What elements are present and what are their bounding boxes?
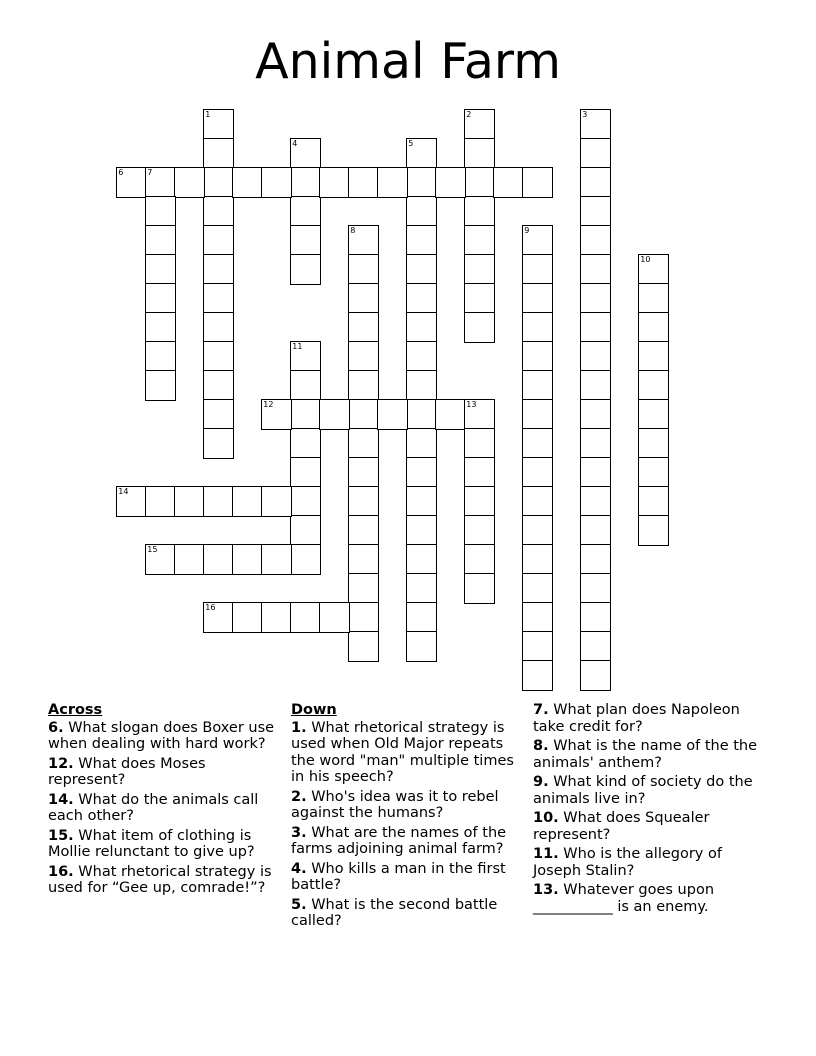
grid-cell[interactable]	[406, 283, 437, 314]
grid-cell[interactable]	[145, 370, 176, 401]
clue-text: Who is the allegory of Joseph Stalin?	[533, 846, 722, 879]
grid-cell[interactable]	[522, 254, 553, 285]
clue-number: 5.	[291, 896, 307, 913]
cell-number: 4	[292, 139, 298, 149]
clue-text: What rhetorical strategy is used for “Gee up, comrade!”?	[48, 863, 272, 896]
across-heading: Across	[48, 702, 103, 718]
grid-cell[interactable]	[522, 544, 553, 575]
grid-cell[interactable]	[406, 486, 437, 517]
grid-cell[interactable]	[290, 602, 321, 633]
grid-cell[interactable]	[522, 457, 553, 488]
grid-cell[interactable]	[406, 225, 437, 256]
clues-down-continued-column	[533, 702, 768, 918]
grid-cell[interactable]	[522, 399, 553, 430]
grid-cell[interactable]	[464, 573, 495, 604]
clue-down-11	[533, 846, 768, 879]
clue-number: 13.	[533, 882, 559, 898]
grid-cell[interactable]	[116, 167, 147, 198]
grid-cell[interactable]	[580, 196, 611, 227]
grid-cell[interactable]	[290, 544, 321, 575]
grid-cell[interactable]	[406, 631, 437, 662]
grid-cell[interactable]	[580, 399, 611, 430]
clue-number: 11.	[533, 846, 559, 862]
grid-cell[interactable]	[580, 254, 611, 285]
cell-number: 1	[205, 110, 211, 120]
clue-text: What item of clothing is Mollie relunctant to give up?	[48, 827, 255, 860]
grid-cell[interactable]	[435, 399, 466, 430]
grid-cell[interactable]	[319, 399, 350, 430]
grid-cell[interactable]	[261, 602, 292, 633]
grid-cell[interactable]	[406, 196, 437, 227]
clue-down-8	[533, 738, 768, 771]
clue-across-6	[48, 720, 278, 753]
grid-cell[interactable]	[145, 283, 176, 314]
grid-cell[interactable]	[406, 312, 437, 343]
grid-cell[interactable]	[580, 573, 611, 604]
grid-cell[interactable]	[377, 167, 408, 198]
grid-cell[interactable]	[522, 283, 553, 314]
grid-cell[interactable]	[290, 457, 321, 488]
grid-cell[interactable]	[464, 486, 495, 517]
grid-cell[interactable]	[580, 486, 611, 517]
grid-cell[interactable]	[406, 370, 437, 401]
grid-cell[interactable]	[406, 428, 437, 459]
grid-cell[interactable]	[464, 312, 495, 343]
clue-number: 4.	[291, 860, 307, 877]
grid-cell[interactable]	[638, 457, 669, 488]
grid-cell[interactable]	[203, 283, 234, 314]
grid-cell[interactable]	[174, 544, 205, 575]
grid-cell[interactable]	[290, 399, 321, 430]
grid-cell[interactable]	[145, 544, 176, 575]
grid-cell[interactable]	[348, 515, 379, 546]
cell-number: 16	[205, 603, 216, 613]
clue-down-13	[533, 882, 768, 915]
grid-cell[interactable]	[377, 399, 408, 430]
grid-cell[interactable]	[203, 602, 234, 633]
grid-cell[interactable]	[290, 486, 321, 517]
clue-down-4	[291, 861, 523, 894]
clue-text: What does Squealer represent?	[533, 810, 710, 843]
grid-cell[interactable]	[348, 573, 379, 604]
clues-across-column	[48, 700, 278, 900]
clues-down-column	[291, 700, 523, 933]
clue-text: Who kills a man in the first battle?	[291, 860, 506, 893]
grid-cell[interactable]	[464, 196, 495, 227]
grid-cell[interactable]	[203, 428, 234, 459]
grid-cell[interactable]	[203, 544, 234, 575]
grid-cell[interactable]	[580, 370, 611, 401]
grid-cell[interactable]	[203, 370, 234, 401]
cell-number: 6	[118, 168, 124, 178]
grid-cell[interactable]	[406, 138, 437, 169]
grid-cell[interactable]	[638, 428, 669, 459]
grid-cell[interactable]	[145, 312, 176, 343]
grid-cell[interactable]	[348, 312, 379, 343]
clue-number: 12.	[48, 755, 74, 772]
grid-cell[interactable]	[348, 370, 379, 401]
grid-cell[interactable]	[203, 109, 234, 140]
grid-cell[interactable]	[203, 225, 234, 256]
grid-cell[interactable]	[580, 341, 611, 372]
grid-cell[interactable]	[580, 602, 611, 633]
grid-cell[interactable]	[348, 341, 379, 372]
cell-number: 5	[408, 139, 414, 149]
clue-down-10	[533, 810, 768, 843]
grid-cell[interactable]	[348, 457, 379, 488]
grid-cell[interactable]	[464, 399, 495, 430]
grid-cell[interactable]	[464, 167, 495, 198]
grid-cell[interactable]	[406, 341, 437, 372]
grid-cell[interactable]	[464, 515, 495, 546]
clue-number: 2.	[291, 788, 307, 805]
clue-text: What is the name of the the animals' anthem?	[533, 738, 758, 771]
grid-cell[interactable]	[522, 370, 553, 401]
grid-cell[interactable]	[406, 399, 437, 430]
cell-number: 9	[524, 226, 530, 236]
clue-down-5	[291, 897, 523, 930]
clue-down-3	[291, 825, 523, 858]
grid-cell[interactable]	[580, 457, 611, 488]
grid-cell[interactable]	[522, 631, 553, 662]
grid-cell[interactable]	[580, 109, 611, 140]
cell-number: 10	[640, 255, 651, 265]
grid-cell[interactable]	[580, 283, 611, 314]
grid-cell[interactable]	[638, 312, 669, 343]
grid-cell[interactable]	[145, 196, 176, 227]
grid-cell[interactable]	[522, 660, 553, 691]
grid-cell[interactable]	[145, 254, 176, 285]
grid-cell[interactable]	[145, 225, 176, 256]
clue-text: What slogan does Boxer use when dealing with hard work?	[48, 719, 275, 752]
grid-cell[interactable]	[638, 399, 669, 430]
clue-text: What are the names of the farms adjoining animal farm?	[291, 824, 507, 857]
grid-cell[interactable]	[580, 312, 611, 343]
grid-cell[interactable]	[406, 515, 437, 546]
grid-cell[interactable]	[145, 341, 176, 372]
grid-cell[interactable]	[464, 428, 495, 459]
grid-cell[interactable]	[319, 167, 350, 198]
grid-cell[interactable]	[290, 167, 321, 198]
grid-cell[interactable]	[290, 225, 321, 256]
grid-cell[interactable]	[145, 167, 176, 198]
grid-cell[interactable]	[580, 225, 611, 256]
grid-cell[interactable]	[203, 486, 234, 517]
clue-down-2	[291, 789, 523, 822]
grid-cell[interactable]	[406, 254, 437, 285]
grid-cell[interactable]	[638, 341, 669, 372]
clue-number: 1.	[291, 719, 307, 736]
cell-number: 8	[350, 226, 356, 236]
grid-cell[interactable]	[261, 544, 292, 575]
grid-cell[interactable]	[580, 631, 611, 662]
grid-cell[interactable]	[203, 312, 234, 343]
grid-cell[interactable]	[348, 486, 379, 517]
grid-cell[interactable]	[348, 254, 379, 285]
crossword-grid	[117, 110, 670, 692]
grid-cell[interactable]	[522, 428, 553, 459]
clue-number: 14.	[48, 791, 74, 808]
grid-cell[interactable]	[580, 428, 611, 459]
grid-cell[interactable]	[232, 486, 263, 517]
grid-cell[interactable]	[522, 486, 553, 517]
grid-cell[interactable]	[261, 399, 292, 430]
grid-cell[interactable]	[348, 167, 379, 198]
grid-cell[interactable]	[203, 138, 234, 169]
grid-cell[interactable]	[580, 167, 611, 198]
grid-cell[interactable]	[203, 341, 234, 372]
puzzle-title: Animal Farm	[255, 33, 561, 90]
cell-number: 11	[292, 342, 303, 352]
grid-cell[interactable]	[348, 283, 379, 314]
cell-number: 3	[582, 110, 588, 120]
grid-cell[interactable]	[638, 370, 669, 401]
grid-cell[interactable]	[406, 457, 437, 488]
clue-number: 16.	[48, 863, 74, 880]
grid-cell[interactable]	[174, 167, 205, 198]
clue-down-7	[533, 702, 768, 735]
grid-cell[interactable]	[203, 196, 234, 227]
grid-cell[interactable]	[580, 138, 611, 169]
grid-cell[interactable]	[348, 428, 379, 459]
grid-cell[interactable]	[522, 341, 553, 372]
clue-across-16	[48, 864, 278, 897]
grid-cell[interactable]	[290, 341, 321, 372]
grid-cell[interactable]	[232, 602, 263, 633]
clue-number: 8.	[533, 738, 549, 754]
cell-number: 7	[147, 168, 153, 178]
grid-cell[interactable]	[435, 167, 466, 198]
grid-cell[interactable]	[203, 254, 234, 285]
clue-number: 3.	[291, 824, 307, 841]
clue-text: What do the animals call each other?	[48, 791, 259, 824]
clue-text: What does Moses represent?	[48, 755, 206, 788]
grid-cell[interactable]	[522, 515, 553, 546]
grid-cell[interactable]	[464, 109, 495, 140]
grid-cell[interactable]	[464, 283, 495, 314]
clue-down-1	[291, 720, 523, 786]
grid-cell[interactable]	[290, 138, 321, 169]
grid-cell[interactable]	[638, 515, 669, 546]
grid-cell[interactable]	[406, 544, 437, 575]
grid-cell[interactable]	[232, 544, 263, 575]
clue-down-9	[533, 774, 768, 807]
grid-cell[interactable]	[406, 167, 437, 198]
grid-cell[interactable]	[464, 254, 495, 285]
grid-cell[interactable]	[522, 573, 553, 604]
cell-number: 13	[466, 400, 477, 410]
clue-across-12	[48, 756, 278, 789]
clue-text: What plan does Napoleon take credit for?	[533, 702, 740, 735]
grid-cell[interactable]	[406, 573, 437, 604]
grid-cell[interactable]	[232, 167, 263, 198]
grid-cell[interactable]	[145, 486, 176, 517]
grid-cell[interactable]	[522, 312, 553, 343]
grid-cell[interactable]	[464, 225, 495, 256]
clue-text: Who's idea was it to rebel against the humans?	[291, 788, 499, 821]
grid-cell[interactable]	[493, 167, 524, 198]
grid-cell[interactable]	[203, 399, 234, 430]
down-heading: Down	[291, 702, 337, 718]
grid-cell[interactable]	[261, 486, 292, 517]
grid-cell[interactable]	[464, 544, 495, 575]
cell-number: 14	[118, 487, 129, 497]
grid-cell[interactable]	[522, 167, 553, 198]
clue-text: Whatever goes upon ___________ is an enemy.	[533, 882, 715, 915]
grid-cell[interactable]	[406, 602, 437, 633]
clue-number: 9.	[533, 774, 549, 790]
clue-text: What is the second battle called?	[291, 896, 498, 929]
grid-cell[interactable]	[348, 602, 379, 633]
cell-number: 12	[263, 400, 274, 410]
grid-cell[interactable]	[638, 283, 669, 314]
grid-cell[interactable]	[348, 399, 379, 430]
grid-cell[interactable]	[290, 370, 321, 401]
clue-text: What rhetorical strategy is used when Old Major repeats the word "man" multiple times in his speech?	[291, 719, 514, 785]
clue-number: 6.	[48, 719, 64, 736]
grid-cell[interactable]	[290, 428, 321, 459]
clue-number: 15.	[48, 827, 74, 844]
grid-cell[interactable]	[174, 486, 205, 517]
cell-number: 15	[147, 545, 158, 555]
cell-number: 2	[466, 110, 472, 120]
clue-across-14	[48, 792, 278, 825]
grid-cell[interactable]	[290, 196, 321, 227]
grid-cell[interactable]	[348, 544, 379, 575]
grid-cell[interactable]	[580, 544, 611, 575]
clue-number: 7.	[533, 702, 549, 718]
grid-cell[interactable]	[348, 631, 379, 662]
clue-across-15	[48, 828, 278, 861]
clue-text: What kind of society do the animals live in?	[533, 774, 753, 807]
grid-cell[interactable]	[116, 486, 147, 517]
grid-cell[interactable]	[203, 167, 234, 198]
grid-cell[interactable]	[464, 457, 495, 488]
grid-cell[interactable]	[580, 660, 611, 691]
grid-cell[interactable]	[348, 225, 379, 256]
grid-cell[interactable]	[319, 602, 350, 633]
grid-cell[interactable]	[522, 602, 553, 633]
grid-cell[interactable]	[261, 167, 292, 198]
grid-cell[interactable]	[580, 515, 611, 546]
grid-cell[interactable]	[638, 486, 669, 517]
grid-cell[interactable]	[522, 225, 553, 256]
clue-number: 10.	[533, 810, 559, 826]
grid-cell[interactable]	[290, 254, 321, 285]
grid-cell[interactable]	[290, 515, 321, 546]
grid-cell[interactable]	[638, 254, 669, 285]
grid-cell[interactable]	[464, 138, 495, 169]
